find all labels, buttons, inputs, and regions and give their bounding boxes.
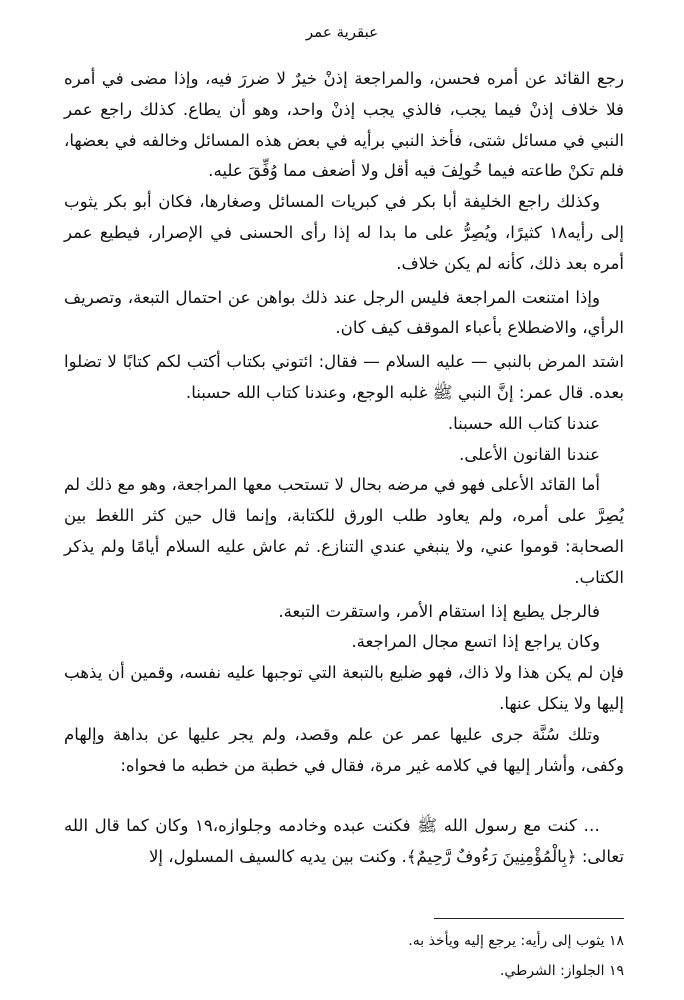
paragraph-6: عندنا القانون الأعلى. bbox=[459, 444, 600, 464]
paragraph-3: وإذا امتنعت المراجعة فليس الرجل عند ذلك بواهن عن احتمال التبعة، وتصريف الرأي، والاضطلاع بأعباء الموقف كيف كان. bbox=[64, 287, 624, 338]
paragraph-9: وكان يراجع إذا اتسع مجال المراجعة. bbox=[351, 632, 600, 652]
paragraph-7: أما القائد الأعلى فهو في مرضه بحال لا تستحب معها المراجعة، وهو مع ذلك لم يُصِرَّ على أمره، ولم يعاود طلب الورق للكتابة، وإنما قال حين كثر اللغط بين الصحابة: قوموا عني، ولا ينبغي عندي التنازع. ثم عاش عليه السلام أيامًا ولم يذكر الكتاب. bbox=[64, 475, 624, 587]
footnote-divider bbox=[434, 918, 624, 919]
paragraph-2: وكذلك راجع الخليفة أبا بكر في كبريات المسائل وصغارها، فكان أبو بكر يثوب إلى رأيه١٨ كثيرًا، ويُصِرُّ على ما بدا له إذا رأى الحسنى في الإصرار، فيطيع عمر أمره بعد ذلك، كأنه لم يكن خلاف. bbox=[64, 192, 624, 273]
paragraph-5: عندنا كتاب الله حسبنا. bbox=[447, 413, 600, 433]
paragraph-11: وتلك سُنَّة جرى عليها عمر عن علم وقصد، ولم يجر عليها عن بداهة وإلهام وكفى، وأشار إليها في كلامه غير مرة، فقال في خطبة من خطبه ما فحواه: bbox=[64, 724, 624, 775]
running-header: عبقرية عمر bbox=[305, 23, 379, 41]
footnotes bbox=[64, 926, 624, 986]
footnote-19: ١٩ الجلواز: الشرطي. bbox=[499, 963, 624, 979]
quote-text: … كنت مع رسول الله ﷺ فكنت عبده وخادمه وجلوازه،١٩ وكان كما قال الله تعالى: ﴿بِالْمُؤْمِنِينَ رَءُوفٌ رَّحِيمٌ﴾. وكنت بين يديه كالسيف المسلول، إلا bbox=[64, 816, 624, 866]
paragraph-4: اشتد المرض بالنبي — عليه السلام — فقال: ائتوني بكتاب أكتب لكم كتابًا لا تضلوا بعده. قال عمر: إنَّ النبي ﷺ غلبه الوجع، وعندنا كتاب الله حسبنا. bbox=[64, 352, 624, 402]
footnote-18: ١٨ يثوب إلى رأيه: يرجع إليه ويأخذ به. bbox=[408, 933, 624, 949]
paragraph-8: فالرجل يطيع إذا استقام الأمر، واستقرت التبعة. bbox=[278, 601, 600, 621]
paragraph-10: فإن لم يكن هذا ولا ذاك، فهو ضليع بالتبعة التي توجبها عليه نفسه، وقمين أن يذهب إليها ولا ينكل عنها. bbox=[64, 663, 624, 713]
body-text bbox=[64, 64, 624, 781]
paragraph-1: رجع القائد عن أمره فحسن، والمراجعة إذنْ خيرٌ لا ضررَ فيه، وإذا مضى في أمره فلا خلاف إذنْ فيما يجب، فالذي يجب إذنْ واحد، وهو أن يطاع. كذلك راجع عمر النبي في مسائل شتى، فأخذ النبي برأيه في بعض هذه المسائل وخالفه في بعضها، فلم تكنْ طاعته فيما خُولِفَ فيه أقل ولا أضعف مما وُفِّقَ عليه. bbox=[64, 69, 624, 181]
block-quote bbox=[64, 810, 624, 872]
